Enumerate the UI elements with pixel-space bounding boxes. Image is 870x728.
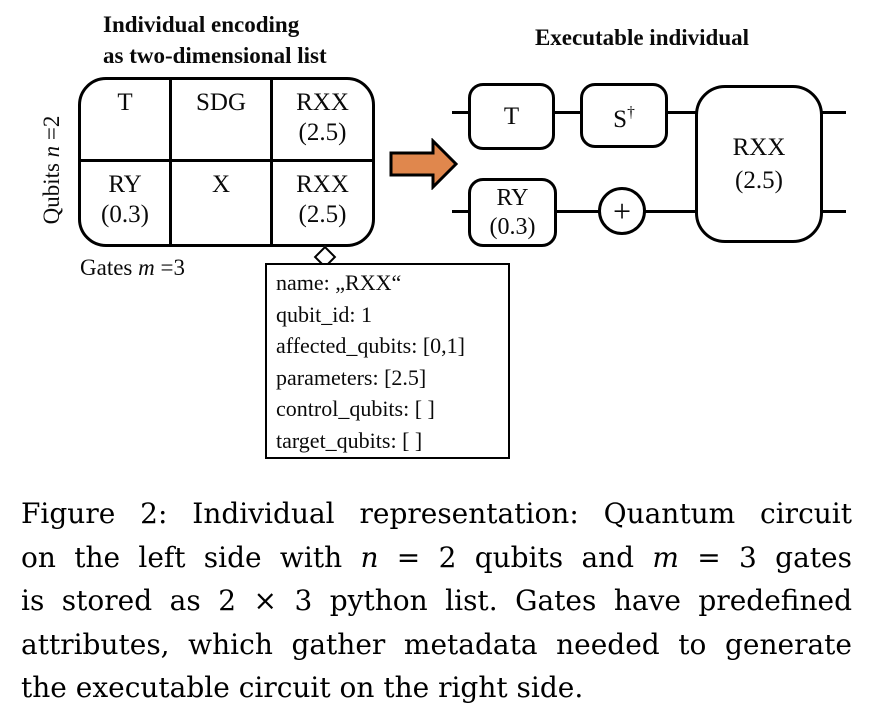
- gate-name: SDG: [195, 89, 246, 116]
- caption-text: = 2 qubits and: [378, 540, 653, 574]
- caption-var-n: n: [360, 540, 379, 574]
- gate-label: RXX: [732, 134, 786, 161]
- gate-param: (2.5): [735, 167, 783, 194]
- gate-name: T: [117, 89, 133, 116]
- table-cell-q0-g1: [169, 80, 270, 159]
- circuit-gate-not: [598, 187, 646, 235]
- table-cell-q0-g2: [270, 80, 372, 159]
- circuit-gate-s-dagger: [580, 83, 668, 148]
- caption-line-1: Figure 2: Individual representation: Quantum circuit: [21, 497, 852, 530]
- attr-line-affected-qubits: affected_qubits: [0,1]: [276, 333, 465, 358]
- circuit-gate-ry: [468, 178, 557, 247]
- caption-line-2: [21, 536, 852, 580]
- caption-text: on the left side with: [21, 540, 361, 574]
- left-panel-title-line1: Individual encoding: [103, 12, 300, 37]
- attr-line-target-qubits: target_qubits: [ ]: [276, 427, 423, 453]
- gate-label: RY: [496, 184, 529, 211]
- gate-param: (0.3): [489, 213, 536, 240]
- left-panel-title-line2: as two-dimensional list: [103, 43, 327, 68]
- gates-label-variable: m: [138, 255, 155, 280]
- caption-text: = 3 gates: [678, 540, 852, 574]
- qubits-label-text: Qubits: [39, 157, 64, 225]
- right-arrow-shape: [391, 141, 456, 187]
- qubits-label-variable: n: [39, 145, 64, 158]
- attr-line-control-qubits: control_qubits: [ ]: [276, 396, 435, 421]
- attr-line-parameters: parameters: [2.5]: [276, 364, 427, 390]
- table-cell-q0-g0: [81, 80, 169, 159]
- caption-line-5: the executable circuit on the right side.: [21, 671, 584, 704]
- left-panel-title: [103, 9, 327, 71]
- plus-symbol: +: [612, 193, 632, 229]
- gate-label: T: [503, 103, 520, 130]
- gates-axis-label: [80, 255, 185, 281]
- right-arrow-icon: [388, 138, 460, 190]
- caption-line-4: attributes, which gather metadata needed to generate: [21, 627, 852, 661]
- table-cell-q1-g2: [270, 159, 372, 244]
- gate-label: [613, 98, 635, 134]
- qubits-label-value: =2: [39, 115, 64, 146]
- gate-name: RY: [108, 171, 142, 198]
- right-panel-title: Executable individual: [534, 25, 750, 50]
- caption-line-3: is stored as 2 × 3 python list. Gates have predefined: [21, 584, 852, 617]
- gates-label-value: =3: [154, 255, 185, 280]
- gate-param: (0.3): [101, 201, 149, 228]
- dagger-superscript: †: [627, 103, 635, 121]
- gate-name: RXX: [296, 171, 349, 198]
- gate-name: RXX: [296, 89, 349, 116]
- attr-line-qubit-id: qubit_id: 1: [276, 301, 372, 327]
- gate-param: (2.5): [298, 201, 347, 228]
- gates-label-text: Gates: [80, 255, 139, 280]
- qubits-axis-label: [39, 85, 65, 255]
- gate-name: X: [211, 171, 231, 198]
- attr-line-name: name: „RXX“: [276, 270, 402, 295]
- gate-param: (2.5): [298, 119, 347, 146]
- encoding-table: [78, 77, 375, 247]
- circuit-gate-rxx: [695, 85, 823, 243]
- gate-label-base: S: [613, 105, 628, 133]
- circuit-gate-t: [468, 83, 555, 150]
- gate-attributes-box: [265, 263, 510, 459]
- table-cell-q1-g1: [169, 159, 270, 244]
- table-cell-q1-g0: [81, 159, 169, 244]
- caption-var-m: m: [652, 540, 679, 574]
- figure-caption: [21, 492, 852, 710]
